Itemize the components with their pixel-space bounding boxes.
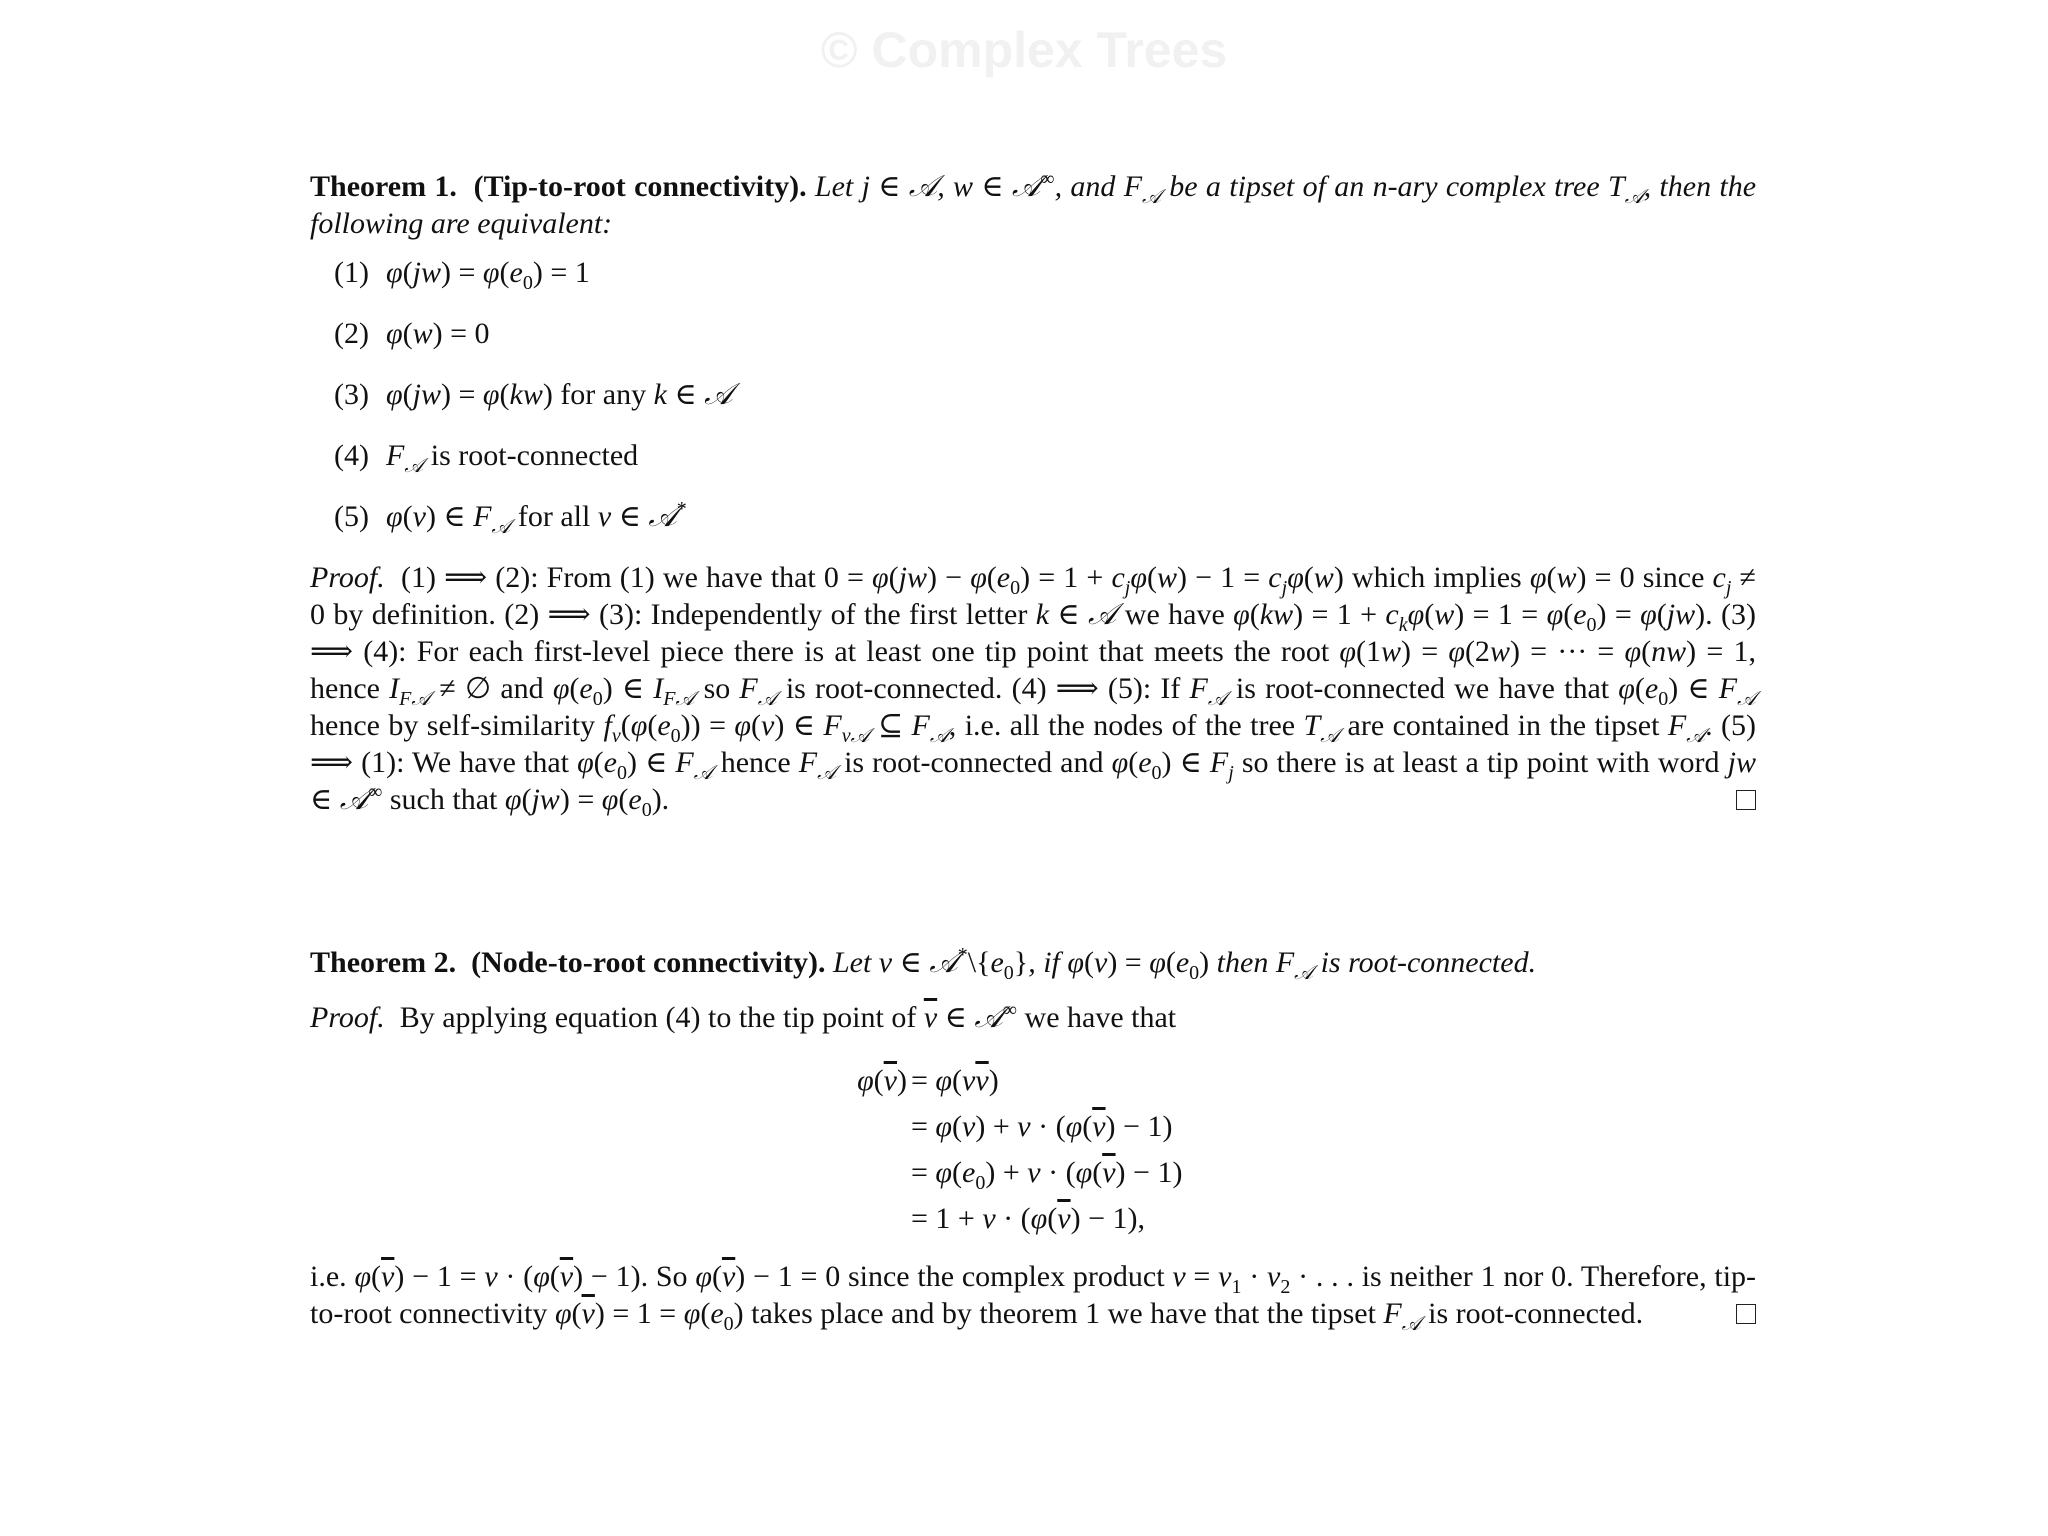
equation-line: = $1 + v \cdot (\varphi(\overline{v}) - 1)$, [911,1202,1145,1235]
equation-line: = $\varphi(v) + v \cdot (\varphi(\overline{v}) - 1)$ [911,1110,1173,1143]
theorem-1-name: (Tip-to-root connectivity). [473,170,807,203]
condition-item: (3) φ(jw) = φ(kw) for any k ∈ 𝒜 [334,377,733,412]
equivalence-conditions [334,254,1756,559]
condition-item: (1) $\varphi(jw) = \varphi(e_0) = 1$ [334,256,590,294]
document-page [310,168,1757,1335]
condition-item: (4) $F_𝒜$ is root-connected [334,439,639,477]
theorem-2-body: Let v ∈ $𝒜^*\backslash\{e_0\}$, if $\varphi(v) = \varphi(e_0)$ then $F_𝒜$ is root-connected. [832,944,1537,984]
theorem-1 [310,168,1757,821]
qed-square [1736,1304,1756,1324]
theorem-2-proof [310,999,1757,1335]
watermark: © Complex Trees [820,22,1228,78]
condition-item: (2) φ(w) = 0 [334,317,490,350]
theorem-1-body: Let j ∈ 𝒜, w ∈ 𝒜∞, and $F_𝒜$ be a tipset of an n-ary complex tree $T_𝒜$, then the following are equivalent: [310,168,1757,240]
theorem-2-statement [310,944,1756,984]
theorem-1-statement [310,168,1756,242]
theorem-2-proof-conclusion: i.e. $\varphi(\overline{v}) - 1 = v \cdot (\varphi(\overline{v}) - 1)$. So $\varphi(\overline{v}) - 1 = 0$ since the complex product $v = v_1 \cdot v_2$ · . . . is neither 1 nor 0. Therefore, tip-to-root connectivity $\varphi(\overline{v}) = 1 = \varphi(e_0)$ takes place and by theorem 1 we have that the tipset $F_𝒜$ is root-connected. [310,1260,1757,1335]
equation-line: = $\varphi(e_0) + v \cdot (\varphi(\overline{v}) - 1)$ [911,1156,1183,1194]
proof-label: Proof. [310,561,385,594]
theorem-1-label: Theorem 1. [310,170,457,203]
qed-square [1736,790,1756,810]
theorem-2-label: Theorem 2. [310,946,457,979]
theorem-1-proof [310,559,1757,821]
proof-label: Proof. [310,1001,385,1034]
theorem-2 [310,944,1757,1335]
equation-array [310,1058,1756,1242]
equation-line: $\varphi(\overline{v}) = \varphi(v\overline{v})$ [857,1064,999,1097]
theorem-1-proof-text: Proof. (1) ⟹ (2): From (1) we have that $0 = \varphi(jw) - \varphi(e_0) = 1 + c_j\varphi(w) - 1 = c_j\varphi(w)$ which implies φ(w) = 0 since $c_j \ne 0$ by definition. (2) ⟹ (3): Independently of the first letter k ∈ 𝒜 we have $\varphi(kw) = 1 + c_k\varphi(w) = 1 = \varphi(e_0) = \varphi(jw)$. (3) ⟹ (4): For each first-level piece there is at least one tip point that meets the root φ(1w) = φ(2w) = ··· = φ(nw) = 1, hence $I_{F𝒜}$ ≠ ∅ and $\varphi(e_0)$ ∈ $I_{F𝒜}$ so $F_𝒜$ is root-connected. (4) ⟹ (5): If $F_𝒜$ is root-connected we have that $\varphi(e_0)$ ∈ $F_𝒜$ hence by self-similarity $f_v(\varphi(e_0)) = \varphi(v)$ ∈ $F_{v𝒜}$ ⊆ $F_𝒜$, i.e. all the nodes of the tree $T_𝒜$ are contained in the tipset $F_𝒜$. (5) ⟹ (1): We have that $\varphi(e_0)$ ∈ $F_𝒜$ hence $F_𝒜$ is root-connected and $\varphi(e_0)$ ∈ $F_j$ so there is at least a tip point with word jw ∈ 𝒜∞ such that $\varphi(jw) = \varphi(e_0)$. [310,561,1757,821]
theorem-2-name: (Node-to-root connectivity). [471,946,826,979]
theorem-2-proof-intro: Proof. By applying equation (4) to the tip point of $\overline{v}$ ∈ 𝒜∞ we have that [310,999,1177,1035]
condition-item: (5) φ(v) ∈ $F_𝒜$ for all v ∈ 𝒜* [334,498,687,538]
